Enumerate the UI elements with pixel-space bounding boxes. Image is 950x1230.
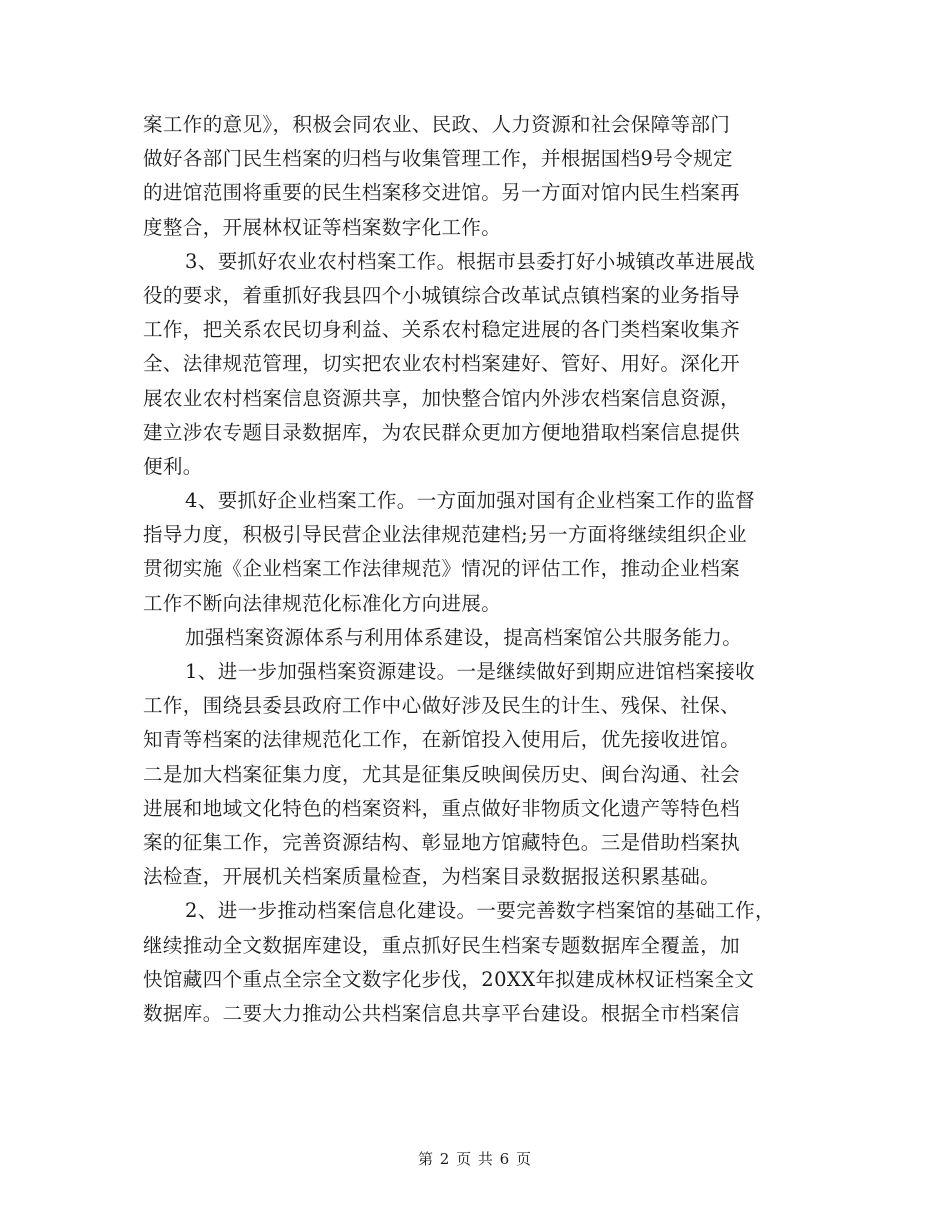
paragraph-first-line: 3、要抓好农业农村档案工作。根据市县委打好小城镇改革进展战 — [185, 249, 756, 273]
text-line: 工作，围绕县委县政府工作中心做好涉及民生的计生、残保、社保、 — [143, 694, 741, 718]
paragraph-first-line: 1、进一步加强档案资源建设。一是继续做好到期应进馆档案接收 — [185, 660, 756, 683]
text-line: 工作不断向法律规范化标准化方向进展。 — [143, 591, 502, 615]
text-line: 进展和地域文化特色的档案资料，重点做好非物质文化遗产等特色档 — [143, 796, 741, 820]
text-line: 指导力度，积极引导民营企业法律规范建档;另一方面将继续组织企业 — [143, 523, 747, 547]
text-line: 的进馆范围将重要的民生档案移交进馆。另一方面对馆内民生档案再 — [143, 181, 741, 205]
text-line: 知青等档案的法律规范化工作，在新馆投入使用后，优先接收进馆。 — [143, 728, 741, 752]
text-line: 法检查，开展机关档案质量检查，为档案目录数据报送积累基础。 — [143, 865, 721, 889]
paragraph-first-line: 加强档案资源体系与利用体系建设，提高档案馆公共服务能力。 — [185, 625, 743, 649]
text-line: 全、法律规范管理，切实把农业农村档案建好、管好、用好。深化开 — [143, 352, 741, 376]
text-line: 度整合，开展林权证等档案数字化工作。 — [143, 215, 502, 239]
text-line: 贯彻实施《企业档案工作法律规范》情况的评估工作，推动企业档案 — [143, 557, 741, 581]
text-line: 二是加大档案征集力度，尤其是征集反映闽侯历史、闽台沟通、社会 — [143, 762, 741, 786]
document-body — [143, 108, 813, 1031]
text-line: 展农业农村档案信息资源共享，加快整合馆内外涉农档案信息资源， — [143, 386, 741, 410]
text-line: 便利。 — [143, 454, 203, 478]
text-line: 继续推动全文数据库建设，重点抓好民生档案专题数据库全覆盖，加 — [143, 933, 741, 957]
page-footer — [0, 1148, 950, 1169]
paragraph-first-line: 4、要抓好企业档案工作。一方面加强对国有企业档案工作的监督 — [185, 489, 756, 513]
page-number-label: 第 2 页 共 6 页 — [418, 1150, 532, 1168]
text-line: 工作，把关系农民切身利益、关系农村稳定进展的各门类档案收集齐 — [143, 318, 741, 342]
text-line: 快馆藏四个重点全宗全文数字化步伐，20XX年拟建成林权证档案全文 — [143, 967, 755, 991]
paragraph-first-line: 2、进一步推动档案信息化建设。一要完善数字档案馆的基础工作， — [185, 899, 775, 923]
text-line: 建立涉农专题目录数据库，为农民群众更加方便地猎取档案信息提供 — [143, 420, 741, 444]
text-line: 役的要求，着重抓好我县四个小城镇综合改革试点镇档案的业务指导 — [143, 283, 741, 307]
text-line: 案工作的意见》，积极会同农业、民政、人力资源和社会保障等部门 — [143, 113, 731, 136]
text-line: 案的征集工作，完善资源结构、彰显地方馆藏特色。三是借助档案执 — [143, 830, 741, 854]
text-line: 做好各部门民生档案的归档与收集管理工作，并根据国档9号令规定 — [143, 147, 733, 171]
text-line: 数据库。二要大力推动公共档案信息共享平台建设。根据全市档案信 — [143, 1001, 741, 1025]
